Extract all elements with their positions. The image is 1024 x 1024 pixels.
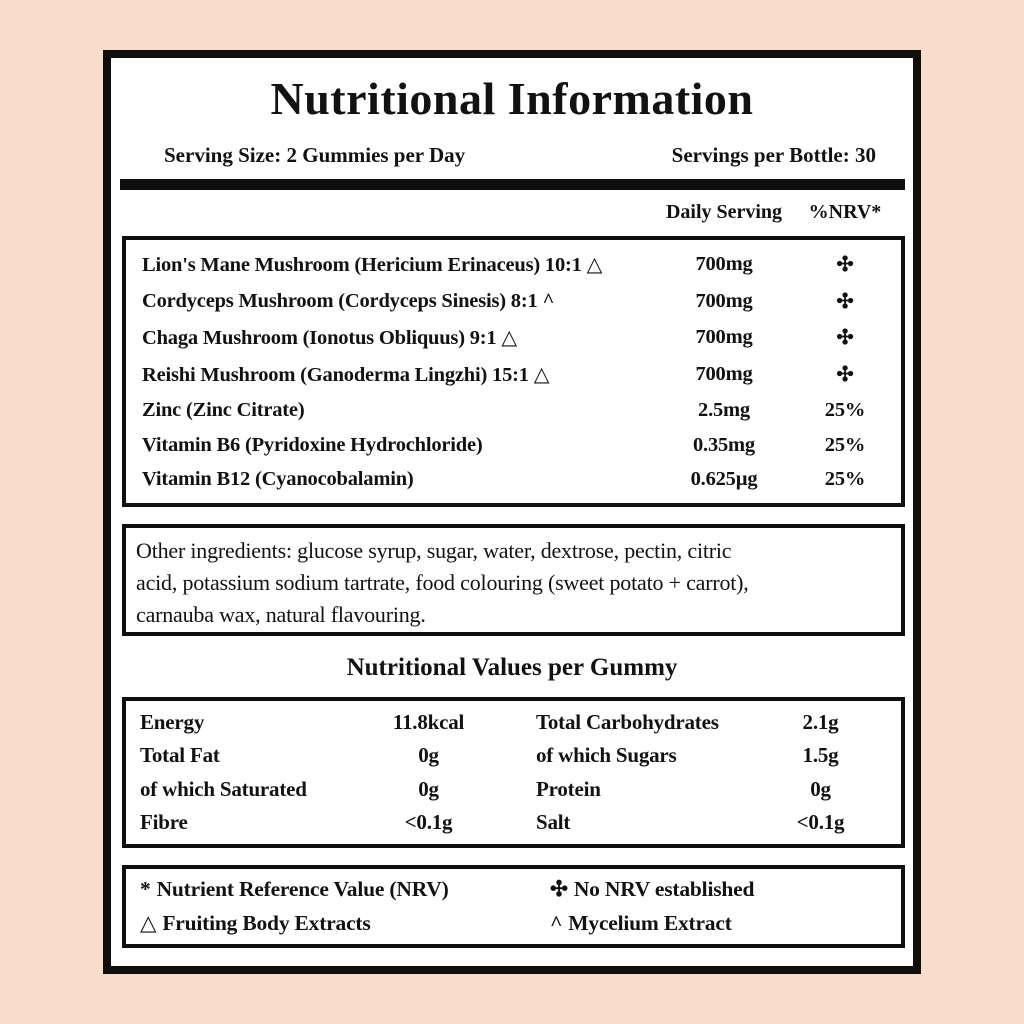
table-row (126, 399, 901, 422)
ingredient-name: Vitamin B6 (Pyridoxine Hydrochloride) (142, 433, 483, 456)
nutritional-values-heading: Nutritional Values per Gummy (346, 654, 678, 681)
serving-size-text: Serving Size: 2 Gummies per Day (164, 143, 466, 167)
nutrient-label: of which Sugars (536, 743, 677, 768)
other-ingredients-box (122, 524, 905, 636)
ingredient-name: Vitamin B12 (Cyanocobalamin) (142, 468, 414, 491)
ingredient-amount: 700mg (695, 289, 753, 312)
ingredient-name: Cordyceps Mushroom (Cordyceps Sinesis) 8:1 ^ (142, 289, 555, 312)
ingredient-nrv-value: 25% (824, 468, 866, 491)
nutrient-value: 1.5g (802, 743, 839, 768)
ingredient-name: Reishi Mushroom (Ganoderma Lingzhi) 15:1 △ (142, 364, 550, 386)
supplement-table-header (126, 197, 901, 227)
column-header-daily-serving: Daily Serving (665, 200, 783, 223)
table-row (126, 434, 901, 457)
ingredient-nrv-cross-icon: ✣ (836, 253, 854, 276)
footnote-text: Mycelium Extract (568, 910, 732, 935)
column-header-nrv: %NRV* (808, 200, 882, 223)
nutrient-label: Total Carbohydrates (536, 709, 719, 734)
table-row (126, 777, 901, 802)
nutrient-value: 0g (418, 776, 439, 801)
footnotes-box (122, 865, 905, 948)
nutrient-label: Salt (536, 810, 571, 835)
servings-per-bottle-text: Servings per Bottle: 30 (671, 143, 876, 167)
ingredient-amount: 2.5mg (698, 398, 750, 421)
nutrition-label-card (103, 50, 921, 974)
cross-icon: ✣ (550, 877, 568, 902)
nutrient-value: 0g (810, 776, 831, 801)
nutrient-value: 0g (418, 743, 439, 768)
footnote-fruiting-body (140, 911, 550, 936)
nutrient-value: 11.8kcal (392, 709, 465, 734)
ingredient-nrv-value: 25% (824, 398, 866, 421)
table-row (126, 325, 901, 350)
ingredient-amount: 700mg (695, 252, 753, 275)
asterisk-icon: * (140, 877, 151, 902)
nutrient-label: Total Fat (140, 743, 220, 768)
footnote-nrv (140, 877, 550, 902)
serving-info-row (164, 141, 876, 169)
nutrient-value: <0.1g (404, 810, 453, 835)
ingredient-nrv-cross-icon: ✣ (836, 290, 854, 313)
footnote-text: Nutrient Reference Value (NRV) (156, 877, 449, 902)
nutrition-values-table (122, 697, 905, 848)
footnote-text: Fruiting Body Extracts (162, 910, 371, 935)
ingredient-nrv-value: 25% (824, 433, 866, 456)
ingredient-name: Chaga Mushroom (Ionotus Obliquus) 9:1 △ (142, 327, 517, 350)
page-title: Nutritional Information (270, 73, 754, 124)
table-row (126, 362, 901, 387)
ingredient-amount: 700mg (695, 326, 753, 349)
thick-divider-bar (120, 179, 905, 190)
nutrient-label: Fibre (140, 810, 188, 835)
ingredient-nrv-cross-icon: ✣ (836, 327, 854, 350)
table-row (126, 810, 901, 835)
nutrient-value: <0.1g (796, 810, 845, 835)
triangle-icon: △ (140, 910, 157, 935)
table-row (126, 468, 901, 491)
table-row (126, 710, 901, 735)
table-row (126, 252, 901, 277)
footnote-text: No NRV established (573, 877, 755, 902)
ingredient-amount: 0.35mg (692, 433, 755, 456)
table-row (126, 743, 901, 768)
ingredient-amount: 0.625µg (690, 468, 758, 491)
other-ingredients-line: Other ingredients: glucose syrup, sugar, water, dextrose, pectin, citric (136, 538, 732, 563)
nutrient-value: 2.1g (802, 709, 839, 734)
ingredient-amount: 700mg (695, 363, 753, 385)
footnote-mycelium (550, 911, 901, 936)
caret-icon: ^ (550, 910, 563, 935)
table-row (126, 289, 901, 314)
supplement-facts-table (122, 236, 905, 507)
ingredient-nrv-cross-icon: ✣ (836, 364, 854, 386)
nutrient-label: Energy (140, 709, 205, 734)
ingredient-name: Lion's Mane Mushroom (Hericium Erinaceus) 10:1 △ (142, 253, 603, 276)
nutrient-label: of which Saturated (140, 776, 307, 801)
other-ingredients-line: acid, potassium sodium tartrate, food colouring (sweet potato + carrot), (136, 570, 749, 595)
ingredient-name: Zinc (Zinc Citrate) (142, 398, 305, 421)
other-ingredients-line: carnauba wax, natural flavouring. (136, 602, 426, 627)
footnote-no-nrv (550, 877, 901, 902)
nutrient-label: Protein (536, 776, 601, 801)
